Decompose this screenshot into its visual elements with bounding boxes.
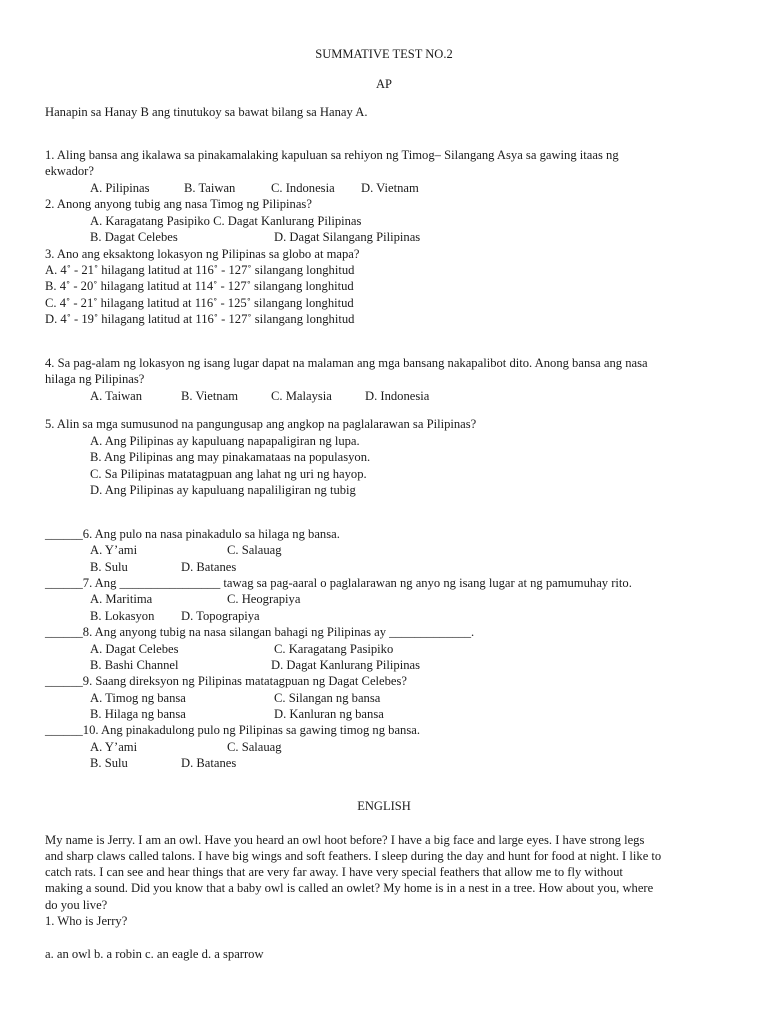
question-3-choice-d: D. 4˚ - 19˚ hilagang latitud at 116˚ - 127˚ silangang longhitud — [45, 312, 355, 326]
question-3-text: 3. Ano ang eksaktong lokasyon ng Pilipinas sa globo at mapa? — [45, 247, 360, 261]
test-title: SUMMATIVE TEST NO.2 — [315, 47, 453, 61]
question-1-choice-a: A. Pilipinas — [90, 181, 150, 195]
question-9-choice-d: D. Kanluran ng bansa — [274, 707, 384, 721]
question-2-text: 2. Anong anyong tubig ang nasa Timog ng Pilipinas? — [45, 197, 312, 211]
question-1-text: 1. Aling bansa ang ikalawa sa pinakamalaking kapuluan sa rehiyon ng Timog– Silangang Asya sa gawing itaas ng — [45, 148, 619, 162]
question-6-choice-b: B. Sulu — [90, 560, 128, 574]
question-1-text-cont: ekwador? — [45, 164, 94, 178]
question-4-choice-d: D. Indonesia — [365, 389, 430, 403]
question-10-choice-d: D. Batanes — [181, 756, 237, 770]
question-1-choice-c: C. Indonesia — [271, 181, 335, 195]
question-4-text-cont: hilaga ng Pilipinas? — [45, 372, 145, 386]
question-7-choice-d: D. Topograpiya — [181, 609, 260, 623]
question-8-choice-d: D. Dagat Kanlurang Pilipinas — [271, 658, 420, 672]
question-8-choice-a: A. Dagat Celebes — [90, 642, 179, 656]
question-4-choice-c: C. Malaysia — [271, 389, 332, 403]
question-9-text: ______9. Saang direksyon ng Pilipinas matatagpuan ng Dagat Celebes? — [45, 674, 407, 688]
question-4-choice-b: B. Vietnam — [181, 389, 239, 403]
question-6-choice-a: A. Y’ami — [90, 543, 138, 557]
question-7-choice-b: B. Lokasyon — [90, 609, 155, 623]
question-7-choice-a: A. Maritima — [90, 592, 153, 606]
english-heading: ENGLISH — [357, 799, 411, 813]
question-7-choice-c: C. Heograpiya — [227, 592, 301, 606]
question-9-choice-c: C. Silangan ng bansa — [274, 691, 381, 705]
question-10-text: ______10. Ang pinakadulong pulo ng Pilipinas sa gawing timog ng bansa. — [45, 723, 420, 737]
question-6-text: ______6. Ang pulo na nasa pinakadulo sa hilaga ng bansa. — [45, 527, 340, 541]
instruction-text: Hanapin sa Hanay B ang tinutukoy sa bawat bilang sa Hanay A. — [45, 105, 368, 119]
question-8-text: ______8. Ang anyong tubig na nasa silangan bahagi ng Pilipinas ay _____________. — [45, 625, 475, 639]
english-question-1-choices: a. an owl b. a robin c. an eagle d. a sparrow — [45, 947, 264, 961]
question-1-choice-d: D. Vietnam — [361, 181, 419, 195]
question-3-choice-b: B. 4˚ - 20˚ hilagang latitud at 114˚ - 127˚ silangang longhitud — [45, 279, 354, 293]
question-8-choice-c: C. Karagatang Pasipiko — [274, 642, 394, 656]
question-2-choice-d: D. Dagat Silangang Pilipinas — [274, 230, 421, 244]
question-10-choice-a: A. Y’ami — [90, 740, 138, 754]
question-7-text: ______7. Ang ________________ tawag sa pag-aaral o paglalarawan ng anyo ng isang lugar at ng pamumuhay rito. — [45, 576, 632, 590]
passage-line: do you live? — [45, 898, 108, 912]
question-10-choice-c: C. Salauag — [227, 740, 282, 754]
passage-line: My name is Jerry. I am an owl. Have you heard an owl hoot before? I have a big face and large eyes. I have strong legs — [45, 833, 645, 847]
question-1-choice-b: B. Taiwan — [184, 181, 236, 195]
question-5-text: 5. Alin sa mga sumusunod na pangungusap ang angkop na paglalarawan sa Pilipinas? — [45, 417, 477, 431]
question-4-choice-a: A. Taiwan — [90, 389, 143, 403]
question-9-choice-a: A. Timog ng bansa — [90, 691, 186, 705]
passage-line: making a sound. Did you know that a baby owl is called an owlet? My home is in a nest in a tree. How about you, where — [45, 881, 654, 895]
question-10-choice-b: B. Sulu — [90, 756, 128, 770]
question-6-choice-d: D. Batanes — [181, 560, 237, 574]
passage-line: and sharp claws called talons. I have big wings and soft feathers. I sleep during the day and hunt for food at night. I like to — [45, 849, 662, 863]
subject-heading-ap: AP — [376, 77, 392, 91]
question-2-choice-b: B. Dagat Celebes — [90, 230, 178, 244]
passage-line: catch rats. I can see and hear things that are very far away. I have very special feathers that allow me to fly without — [45, 865, 623, 879]
question-9-choice-b: B. Hilaga ng bansa — [90, 707, 186, 721]
question-3-choice-a: A. 4˚ - 21˚ hilagang latitud at 116˚ - 127˚ silangang longhitud — [45, 263, 355, 277]
question-5-choice-d: D. Ang Pilipinas ay kapuluang napaliligiran ng tubig — [90, 483, 356, 497]
question-5-choice-a: A. Ang Pilipinas ay kapuluang napapaligiran ng lupa. — [90, 434, 360, 448]
question-6-choice-c: C. Salauag — [227, 543, 282, 557]
question-2-choice-a-c: A. Karagatang Pasipiko C. Dagat Kanlurang Pilipinas — [90, 214, 362, 228]
question-5-choice-b: B. Ang Pilipinas ang may pinakamataas na populasyon. — [90, 450, 371, 464]
question-5-choice-c: C. Sa Pilipinas matatagpuan ang lahat ng uri ng hayop. — [90, 467, 367, 481]
question-4-text: 4. Sa pag-alam ng lokasyon ng isang lugar dapat na malaman ang mga bansang nakapalibot dito. Anong bansa ang nasa — [45, 356, 648, 370]
question-3-choice-c: C. 4˚ - 21˚ hilagang latitud at 116˚ - 125˚ silangang longhitud — [45, 296, 354, 310]
english-question-1: 1. Who is Jerry? — [45, 914, 128, 928]
question-8-choice-b: B. Bashi Channel — [90, 658, 179, 672]
